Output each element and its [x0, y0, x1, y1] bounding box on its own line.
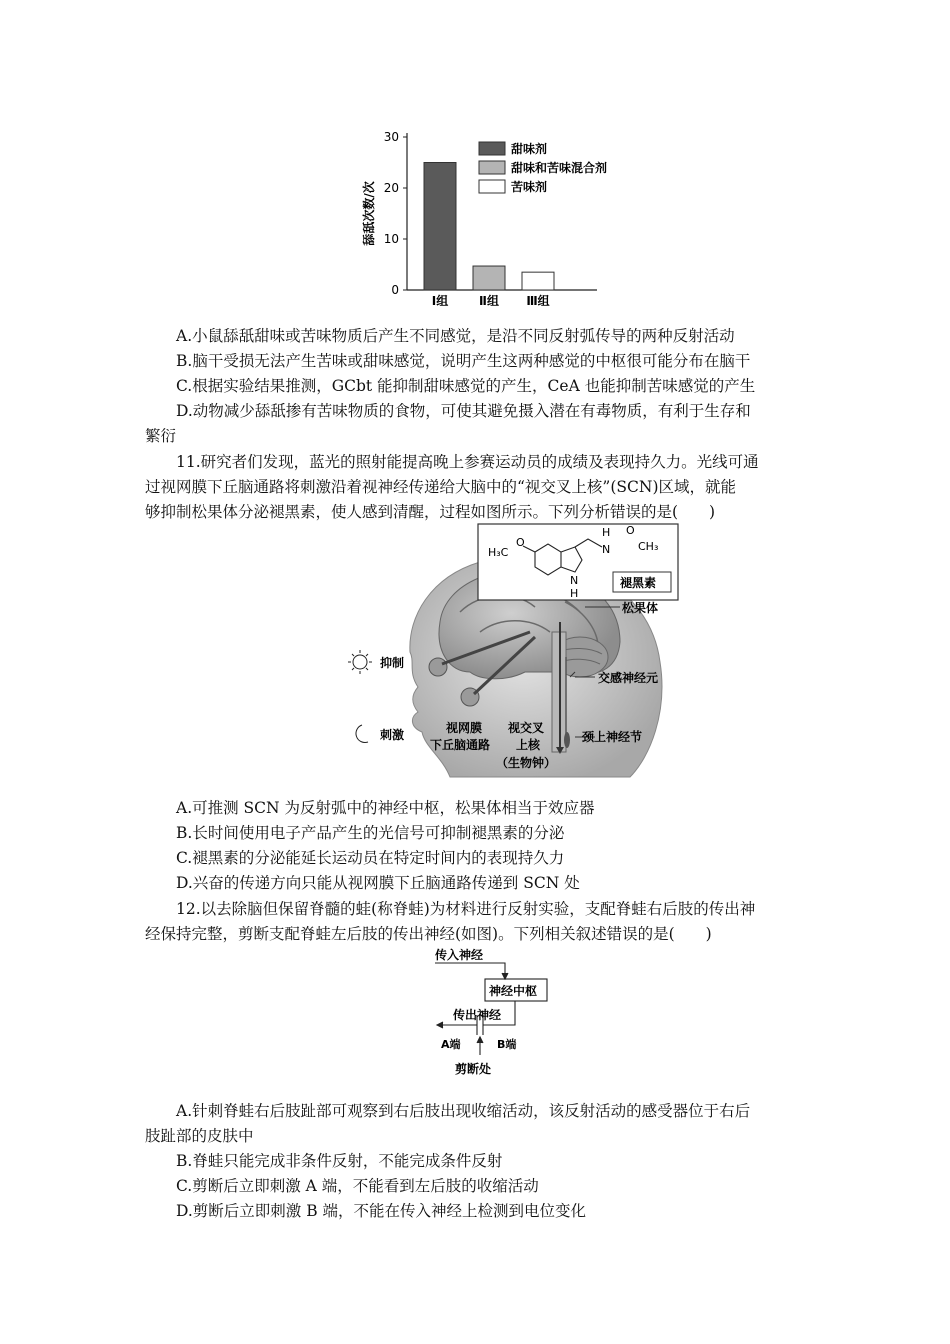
eye-upper — [429, 658, 447, 676]
moon-icon — [356, 725, 368, 743]
cut-label: 剪断处 — [455, 1062, 492, 1076]
y-tick-label: 30 — [383, 130, 399, 144]
y-tick-label: 10 — [383, 232, 399, 246]
retina-path-label-2: 下丘脑通路 — [430, 738, 491, 752]
q10-option-d-cont: 繁衍 — [145, 427, 177, 445]
bar — [473, 266, 505, 290]
stimulate-label: 刺激 — [380, 728, 405, 742]
formula-carbonyl-o: O — [626, 524, 635, 537]
pineal-label: 松果体 — [622, 601, 659, 615]
legend-swatch — [479, 161, 505, 174]
cervical-label: 颈上神经节 — [582, 730, 643, 744]
q12-option-c: C.剪断后立即刺激 A 端，不能看到左后肢的收缩活动 — [176, 1177, 539, 1195]
formula-h: H — [602, 526, 611, 539]
brain-figure — [330, 522, 690, 782]
scn-label-2: 上核 — [516, 738, 541, 752]
reflex-figure — [425, 945, 565, 1080]
q11-stem-line-1: 11.研究者们发现，蓝光的照射能提高晚上参赛运动员的成绩及表现持久力。光线可通 — [176, 453, 759, 471]
formula-n: N — [602, 543, 611, 556]
y-tick-label: 0 — [391, 283, 399, 297]
cervical-ganglion-shape — [564, 732, 570, 748]
q11-stem-line-3: 够抑制松果体分泌褪黑素，使人感到清醒，过程如图所示。下列分析错误的是( ) — [145, 503, 716, 521]
retina-path-label-1: 视网膜 — [446, 721, 483, 735]
q12-option-a: A.针刺脊蛙右后肢趾部可观察到右后肢出现收缩活动，该反射活动的感受器位于右后 — [176, 1102, 751, 1120]
efferent-label: 传出神经 — [453, 1008, 502, 1022]
q11-option-d: D.兴奋的传递方向只能从视网膜下丘脑通路传递到 SCN 处 — [176, 874, 580, 892]
legend-swatch — [479, 180, 505, 193]
x-tick-label: Ⅰ组 — [431, 294, 449, 308]
q12-option-d: D.剪断后立即刺激 B 端，不能在传入神经上检测到电位变化 — [176, 1202, 587, 1220]
melatonin-label: 褪黑素 — [620, 576, 657, 590]
legend-label: 甜味剂 — [511, 142, 548, 156]
q11-option-c: C.褪黑素的分泌能延长运动员在特定时间内的表现持久力 — [176, 849, 565, 867]
q12-option-b: B.脊蛙只能完成非条件反射，不能完成条件反射 — [176, 1152, 503, 1170]
y-axis-label: 舔舐次数/次 — [362, 181, 376, 246]
q11-stem-line-2: 过视网膜下丘脑通路将刺激沿着视神经传递给大脑中的“视交叉上核”(SCN)区域，就能 — [145, 478, 736, 496]
center-label: 神经中枢 — [489, 984, 538, 998]
inhibit-label: 抑制 — [380, 656, 405, 670]
x-tick-label: Ⅱ组 — [479, 294, 499, 308]
afferent-label: 传入神经 — [435, 948, 484, 962]
q10-option-d: D.动物减少舔舐掺有苦味物质的食物，可使其避免摄入潜在有毒物质，有利于生存和 — [176, 402, 751, 420]
x-tick-label: Ⅲ组 — [526, 294, 550, 308]
q12-stem-line-1: 12.以去除脑但保留脊髓的蛙(称脊蛙)为材料进行反射实验，支配脊蛙右后肢的传出神 — [176, 900, 756, 918]
y-tick-label: 20 — [383, 181, 399, 195]
formula-ch3: CH₃ — [638, 540, 659, 553]
sun-icon — [348, 650, 372, 674]
legend-label: 甜味和苦味混合剂 — [511, 161, 608, 175]
q10-option-a: A.小鼠舔舐甜味或苦味物质后产生不同感觉，是沿不同反射弧传导的两种反射活动 — [176, 327, 735, 345]
formula-o: O — [516, 536, 525, 549]
scn-label-1: 视交叉 — [508, 721, 545, 735]
formula-h3c: H₃C — [488, 546, 509, 559]
q11-option-b: B.长时间使用电子产品产生的光信号可抑制褪黑素的分泌 — [176, 824, 565, 842]
formula-h2: H — [570, 587, 579, 600]
q10-option-c: C.根据实验结果推测，GCbt 能抑制甜味感觉的产生，CeA 也能抑制苦味感觉的产生 — [176, 377, 756, 395]
formula-n2: N — [570, 574, 579, 587]
legend-label: 苦味剂 — [511, 180, 548, 194]
bar — [424, 163, 456, 291]
q10-option-b: B.脑干受损无法产生苦味或甜味感觉，说明产生这两种感觉的中枢很可能分布在脑干 — [176, 352, 751, 370]
bar — [522, 272, 554, 290]
q12-stem-line-2: 经保持完整，剪断支配脊蛙左后肢的传出神经(如图)。下列相关叙述错误的是( ) — [145, 925, 712, 943]
q11-option-a: A.可推测 SCN 为反射弧中的神经中枢，松果体相当于效应器 — [176, 799, 595, 817]
q12-option-a-cont: 肢趾部的皮肤中 — [145, 1127, 254, 1145]
scn-label-3: （生物钟） — [496, 756, 557, 770]
bar-chart — [355, 120, 655, 315]
sympathetic-label: 交感神经元 — [598, 671, 659, 685]
end-a-label: A端 — [441, 1038, 461, 1051]
legend-swatch — [479, 142, 505, 155]
end-b-label: B端 — [497, 1038, 517, 1051]
